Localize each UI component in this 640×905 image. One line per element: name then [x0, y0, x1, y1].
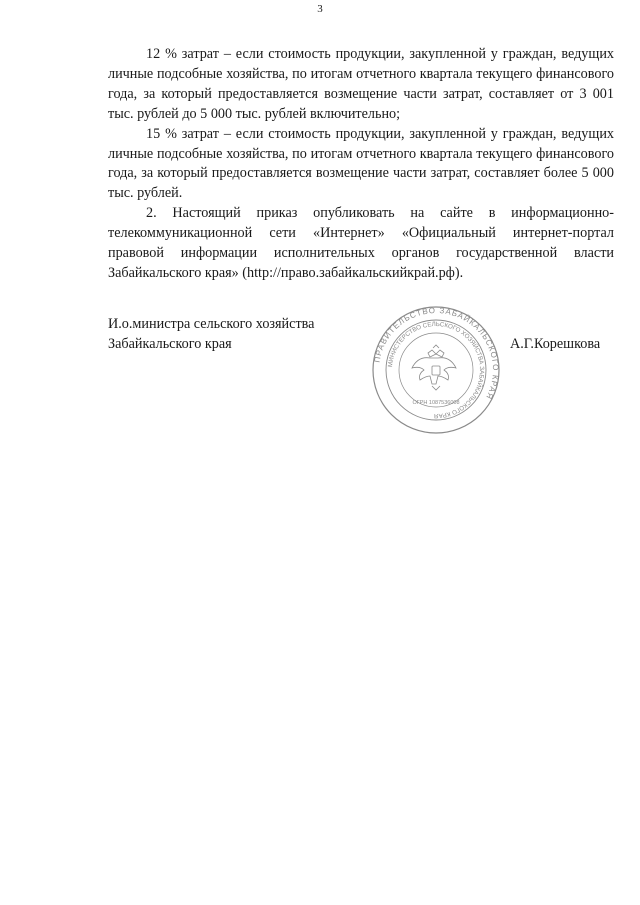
signatory-position-line1: И.о.министра сельского хозяйства [108, 316, 315, 332]
signatory-position [108, 314, 314, 354]
seal-outer-text: ПРАВИТЕЛЬСТВО ЗАБАЙКАЛЬСКОГО КРАЯ [372, 306, 500, 402]
paragraph-12-percent: 12 % затрат – если стоимость продукции, закупленной у граждан, ведущих личные подсобные хозяйства, по итогам отчетного квартала текущего финансового года, за который предоставляется возмещение части затрат, составляет от 3 001 тыс. рублей до 5 000 тыс. рублей включительно; [108, 46, 614, 122]
document-body [108, 45, 614, 284]
paragraph-publication-order: 2. Настоящий приказ опубликовать на сайте в информационно-телекоммуникационной сети «Интернет» «Официальный интернет-портал правовой информации исполнительных органов государственной власти Забайкальского края» (http://право.забайкальскийкрай.рф). [108, 205, 614, 281]
seal-ogrn: ОГРН 1087536008 [412, 400, 460, 406]
page-number: 3 [317, 3, 323, 15]
seal-inner-text: МИНИСТЕРСТВО СЕЛЬСКОГО ХОЗЯЙСТВА ЗАБАЙКАЛЬСКОГО КРАЯ [387, 320, 486, 420]
coat-of-arms-icon [412, 345, 456, 390]
official-seal [372, 306, 500, 434]
paragraph-15-percent: 15 % затрат – если стоимость продукции, закупленной у граждан, ведущих личные подсобные хозяйства, по итогам отчетного квартала текущего финансового года, за который предоставляется возмещение части затрат, составляет более 5 000 тыс. рублей. [108, 125, 614, 202]
signatory-position-line2: Забайкальского края [108, 336, 232, 352]
signatory-name: А.Г.Корешкова [510, 336, 601, 352]
